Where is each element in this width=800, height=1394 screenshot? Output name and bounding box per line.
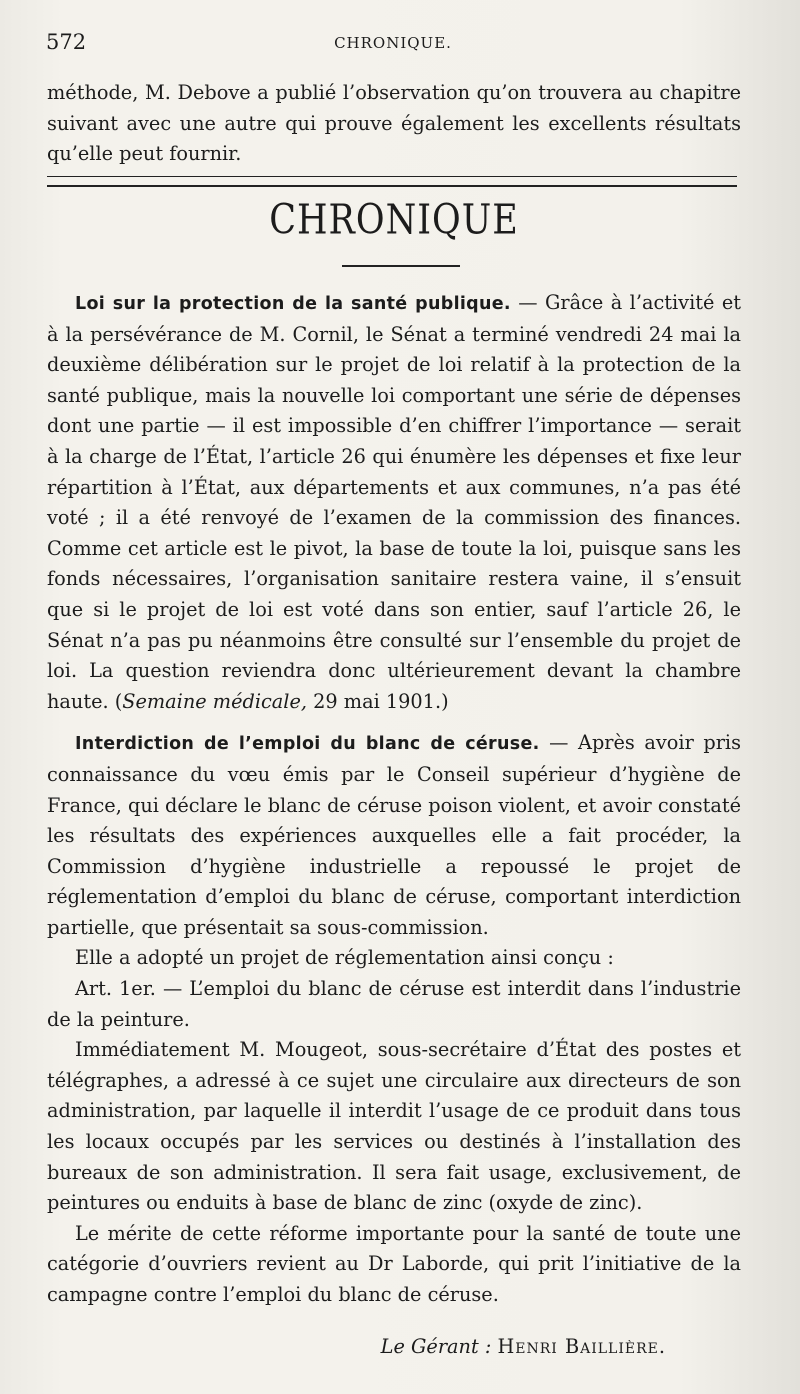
signature-label: Le Gérant : — [380, 1335, 492, 1358]
chronicle-body — [47, 288, 741, 1311]
intro-paragraph-block — [47, 78, 741, 170]
article-source-date: 29 mai 1901.) — [307, 689, 449, 713]
section-title: CHRONIQUE — [269, 197, 519, 245]
body-paragraph: Art. 1er. — L’emploi du blanc de céruse est interdit dans l’industrie de la peinture. — [47, 977, 741, 1031]
article-paragraph — [47, 288, 741, 717]
page-header — [46, 30, 740, 56]
signature-name: Henri Baillière. — [497, 1335, 666, 1358]
section-divider — [47, 176, 737, 187]
body-paragraph: Le mérite de cette réforme importante pour la santé de toute une catégorie d’ouvriers revient au Dr Laborde, qui prit l’initiative de la campagne contre l’emploi du blanc de céruse. — [47, 1221, 741, 1306]
article-heading: Loi sur la protection de la santé publique. — [75, 294, 511, 314]
article-text: — Après avoir pris connaissance du vœu émis par le Conseil supérieur d’hygiène de France, qui déclare le blanc de céruse poison violent, et avoir constaté les résultats des expériences auxquelles elle a fait procéder, la Commission d’hygiène industrielle a repoussé le projet de réglementation d’emploi du blanc de céruse, comportant interdiction partielle, que présentait sa sous-commission. — [47, 731, 741, 939]
page-number: 572 — [46, 30, 87, 54]
title-underline — [342, 265, 460, 267]
body-paragraph: Elle a adopté un projet de réglementation ainsi conçu : — [75, 946, 614, 970]
article-heading: Interdiction de l’emploi du blanc de céruse. — [75, 734, 540, 755]
body-paragraph: Immédiatement M. Mougeot, sous-secrétaire d’État des postes et télégraphes, a adressé à ce sujet une circulaire aux directeurs de son administration, par laquelle il interdit l’usage de ce produit dans tous les locaux occupés par les services ou destinés à l’installation des bureaux de son administration. Il sera fait usage, exclusivement, de peintures ou enduits à base de blanc de zinc (oxyde de zinc). — [47, 1038, 741, 1215]
running-title: CHRONIQUE. — [334, 34, 452, 52]
intro-paragraph: méthode, M. Debove a publié l’observation qu’on trouvera au chapitre suivant avec une autre qui prouve également les excellents résultats qu’elle peut fournir. — [47, 81, 741, 166]
article-source: Semaine médicale, — [122, 689, 308, 713]
signature — [381, 1335, 666, 1358]
article-text: — Grâce à l’activité et à la persévérance de M. Cornil, le Sénat a terminé vendredi 24 mai la deuxième délibération sur le projet de loi relatif à la protection de la santé publique, mais la nouvelle loi comportant une série de dépenses dont une partie — il est impossible d’en chiffrer l’importance — serait à la charge de l’État, l’article 26 qui énumère les dépenses et fixe leur répartition à l’État, aux départements et aux communes, n’a pas été voté ; il a été renvoyé de l’examen de la commission des finances. Comme cet article est le pivot, la base de toute la loi, puisque sans les fonds nécessaires, l’organisation sanitaire restera vaine, il s’ensuit que si le projet de loi est voté dans son entier, sauf l’article 26, le Sénat n’a pas pu néanmoins être consulté sur l’ensemble du projet de loi. La question reviendra donc ultérieurement devant la chambre haute. ( — [47, 291, 741, 713]
article-paragraph — [47, 728, 741, 943]
